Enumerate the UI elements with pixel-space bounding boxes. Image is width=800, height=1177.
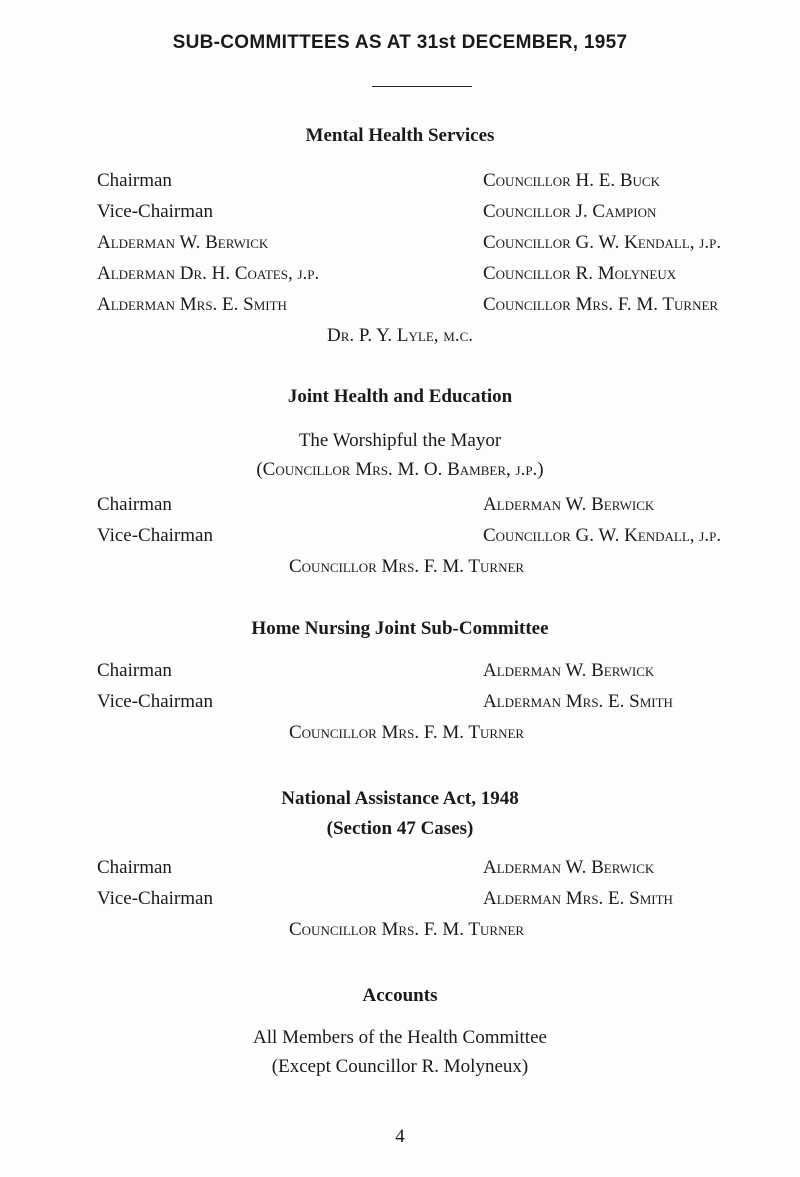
chairman-label: Chairman bbox=[97, 857, 172, 878]
member-name: Councillor Mrs. F. M. Turner bbox=[289, 919, 525, 940]
accounts-line: (Except Councillor R. Molyneux) bbox=[271, 1056, 529, 1077]
member-name: Alderman Mrs. E. Smith bbox=[97, 294, 287, 315]
chairman-label: Chairman bbox=[97, 170, 172, 191]
section-heading-home-nursing: Home Nursing Joint Sub-Committee bbox=[251, 618, 549, 639]
vice-chairman-name: Councillor J. Campion bbox=[483, 201, 657, 222]
member-name: Alderman W. Berwick bbox=[97, 232, 269, 253]
chairman-name: Councillor H. E. Buck bbox=[483, 170, 660, 191]
section-subheading: (Section 47 Cases) bbox=[326, 818, 474, 839]
vice-chairman-name: Councillor G. W. Kendall, j.p. bbox=[483, 525, 722, 546]
section-heading-national-assistance: National Assistance Act, 1948 bbox=[281, 788, 519, 809]
page-number: 4 bbox=[395, 1126, 405, 1147]
member-name: Councillor G. W. Kendall, j.p. bbox=[483, 232, 722, 253]
chairman-name: Alderman W. Berwick bbox=[483, 494, 655, 515]
vice-chairman-label: Vice-Chairman bbox=[97, 691, 213, 712]
vice-chairman-name: Alderman Mrs. E. Smith bbox=[483, 691, 673, 712]
vice-chairman-label: Vice-Chairman bbox=[97, 525, 213, 546]
member-name: Councillor Mrs. F. M. Turner bbox=[289, 556, 525, 577]
vice-chairman-label: Vice-Chairman bbox=[97, 201, 213, 222]
member-name: Councillor Mrs. F. M. Turner bbox=[289, 722, 525, 743]
section-heading-mental-health: Mental Health Services bbox=[305, 125, 495, 146]
chairman-name: Alderman W. Berwick bbox=[483, 857, 655, 878]
page-title: SUB-COMMITTEES AS AT 31st DECEMBER, 1957 bbox=[172, 32, 628, 53]
title-divider bbox=[372, 86, 472, 87]
chairman-name: Alderman W. Berwick bbox=[483, 660, 655, 681]
chairman-label: Chairman bbox=[97, 660, 172, 681]
vice-chairman-label: Vice-Chairman bbox=[97, 888, 213, 909]
section-heading-accounts: Accounts bbox=[362, 985, 438, 1006]
mayor-line: The Worshipful the Mayor bbox=[298, 430, 502, 451]
section-heading-joint-health: Joint Health and Education bbox=[287, 386, 513, 407]
mayor-name: (Councillor Mrs. M. O. Bamber, j.p.) bbox=[256, 459, 544, 480]
chairman-label: Chairman bbox=[97, 494, 172, 515]
accounts-line: All Members of the Health Committee bbox=[253, 1027, 547, 1048]
member-name: Councillor Mrs. F. M. Turner bbox=[483, 294, 719, 315]
vice-chairman-name: Alderman Mrs. E. Smith bbox=[483, 888, 673, 909]
member-name: Dr. P. Y. Lyle, m.c. bbox=[326, 325, 474, 346]
member-name: Alderman Dr. H. Coates, j.p. bbox=[97, 263, 320, 284]
member-name: Councillor R. Molyneux bbox=[483, 263, 677, 284]
